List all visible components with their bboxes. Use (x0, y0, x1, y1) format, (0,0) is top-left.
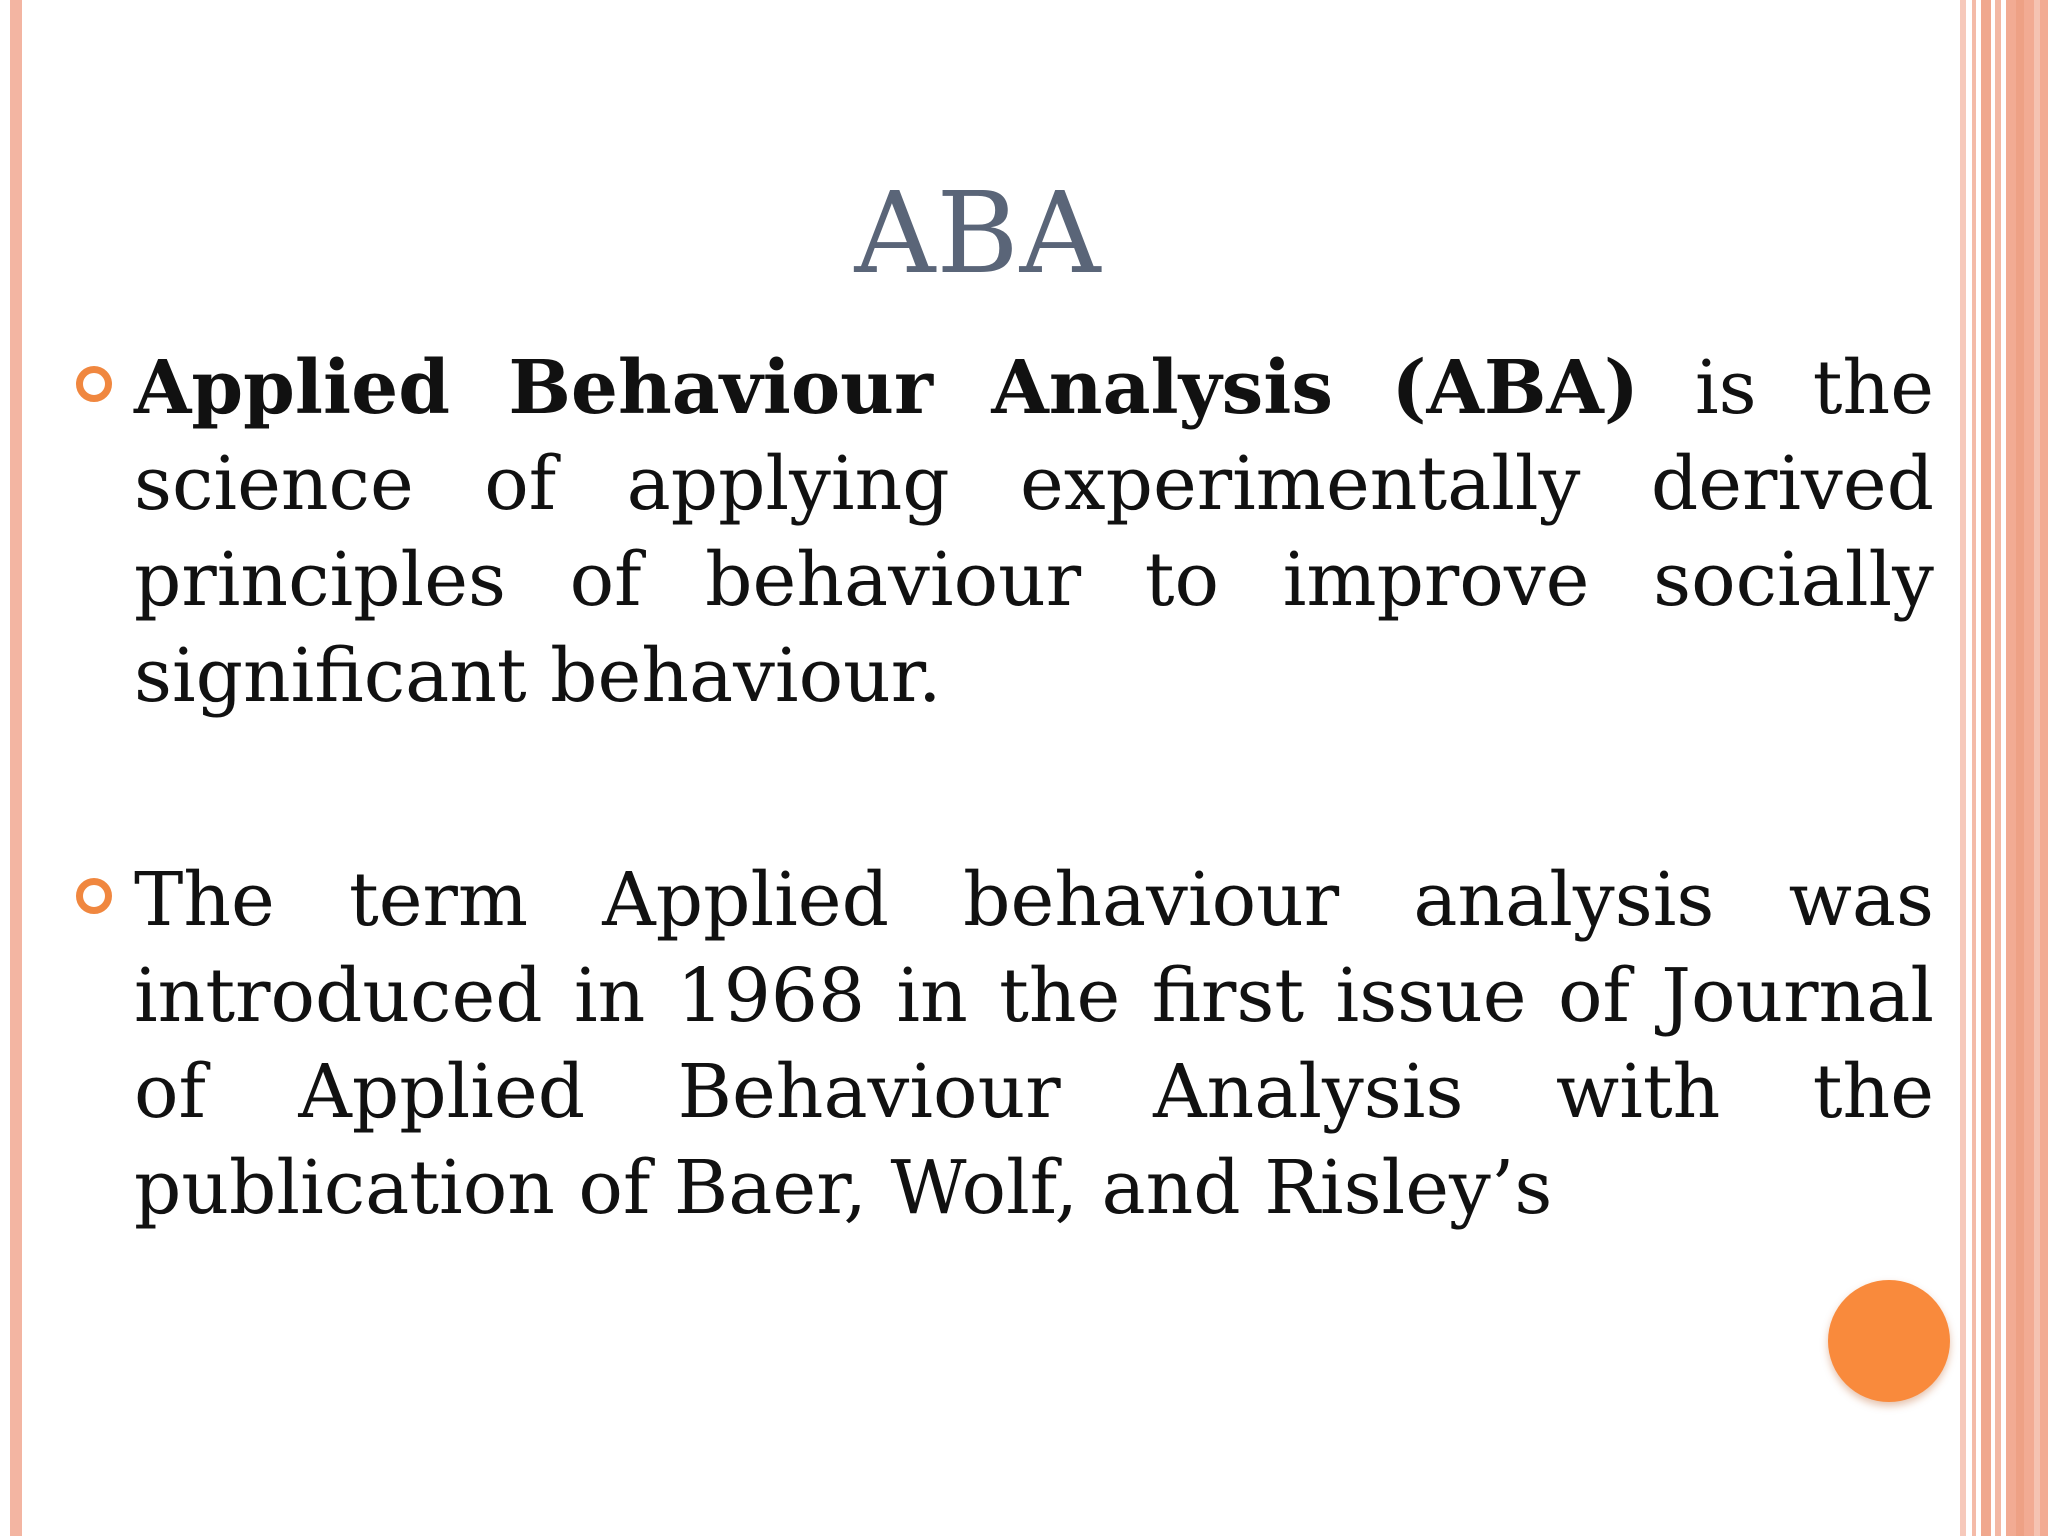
bullet-item-definition (72, 340, 1934, 724)
right-decorative-stripe (2006, 0, 2048, 1536)
right-decorative-stripe (1960, 0, 1966, 1536)
bullet-text: The term Applied behaviour analysis was introduced in 1968 in the first issue of Journal of Applied Behaviour Analysis with the publication of Baer, Wolf, and Risley’s (134, 857, 1934, 1231)
right-decorative-stripe (2016, 0, 2024, 1536)
right-decorative-stripe (1972, 0, 1976, 1536)
bullet-list (72, 340, 1934, 1236)
bullet-bold-term: Applied Behaviour Analysis (ABA) (134, 345, 1639, 431)
orange-circle-icon (1828, 1280, 1950, 1402)
right-decorative-stripe (1995, 0, 2001, 1536)
bullet-item-history (72, 852, 1934, 1236)
right-decorative-stripe (1981, 0, 1991, 1536)
bullet-circle-icon (76, 878, 112, 914)
bullet-circle-icon (76, 366, 112, 402)
slide-title: ABA (854, 169, 1102, 299)
bullet-text: is the science of applying experimentally derived principles of behaviour to improve socially significant behaviour. (134, 345, 1934, 719)
right-decorative-stripe (2034, 0, 2040, 1536)
